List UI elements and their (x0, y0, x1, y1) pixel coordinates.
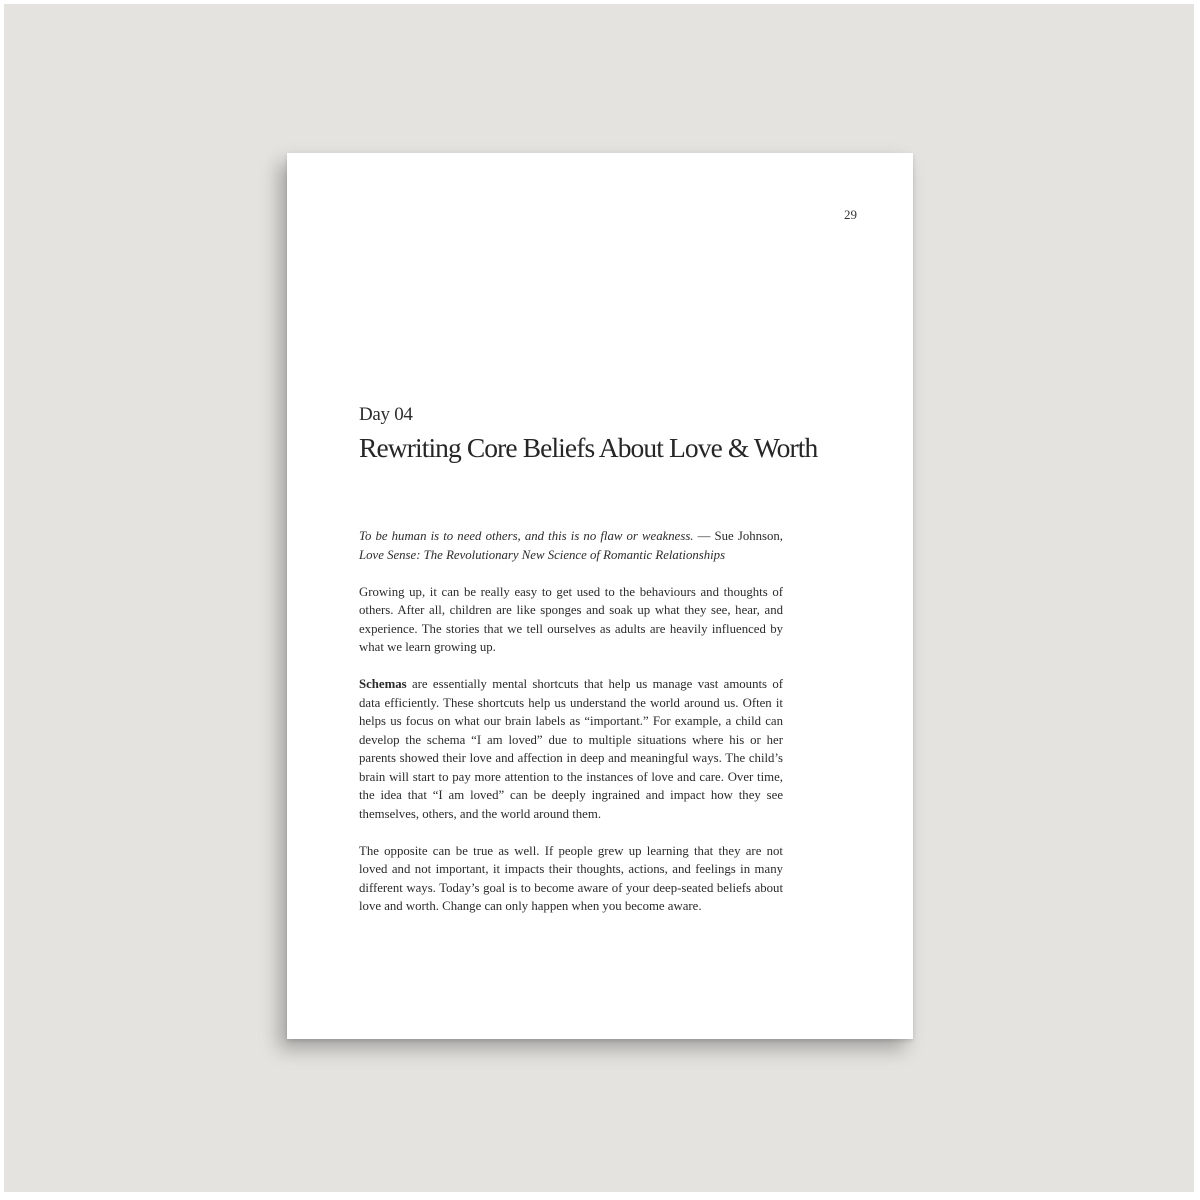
epigraph-quote: To be human is to need others, and this is no flaw or weakness. (359, 529, 694, 543)
epigraph (359, 527, 783, 564)
epigraph-book-title: Love Sense: The Revolutionary New Science of Romantic Relationships (359, 547, 726, 562)
paragraph-2 (359, 675, 783, 823)
body-text (359, 583, 783, 916)
paragraph-2-text: are essentially mental shortcuts that help us manage vast amounts of data efficiently. These shortcuts help us understand the world around us. Often it helps us focus on what our brain labels as “important.” For example, a child can develop the schema “I am loved” due to multiple situations where his or her parents showed their love and affection in deep and meaningful ways. The child’s brain will start to pay more attention to the instances of love and care. Over time, the idea that “I am loved” can be deeply ingrained and impact how they see themselves, others, and the world around them. (359, 677, 783, 821)
page-number: 29 (844, 207, 857, 222)
day-label: Day 04 (359, 404, 413, 425)
paragraph-1: Growing up, it can be really easy to get used to the behaviours and thoughts of others. After all, children are like sponges and soak up what they see, hear, and experience. The stories that we tell ourselves as adults are heavily influenced by what we learn growing up. (359, 584, 783, 654)
book-page (287, 153, 913, 1039)
chapter-title: Rewriting Core Beliefs About Love & Worth (359, 432, 818, 463)
page-content (359, 403, 818, 934)
paragraph-3: The opposite can be true as well. If people grew up learning that they are not loved and not important, it impacts their thoughts, actions, and feelings in many different ways. Today’s goal is to become aware of your deep-seated beliefs about love and worth. Change can only happen when you become aware. (359, 843, 783, 913)
epigraph-attribution: — Sue Johnson, (693, 529, 783, 543)
schemas-term: Schemas (359, 677, 407, 691)
